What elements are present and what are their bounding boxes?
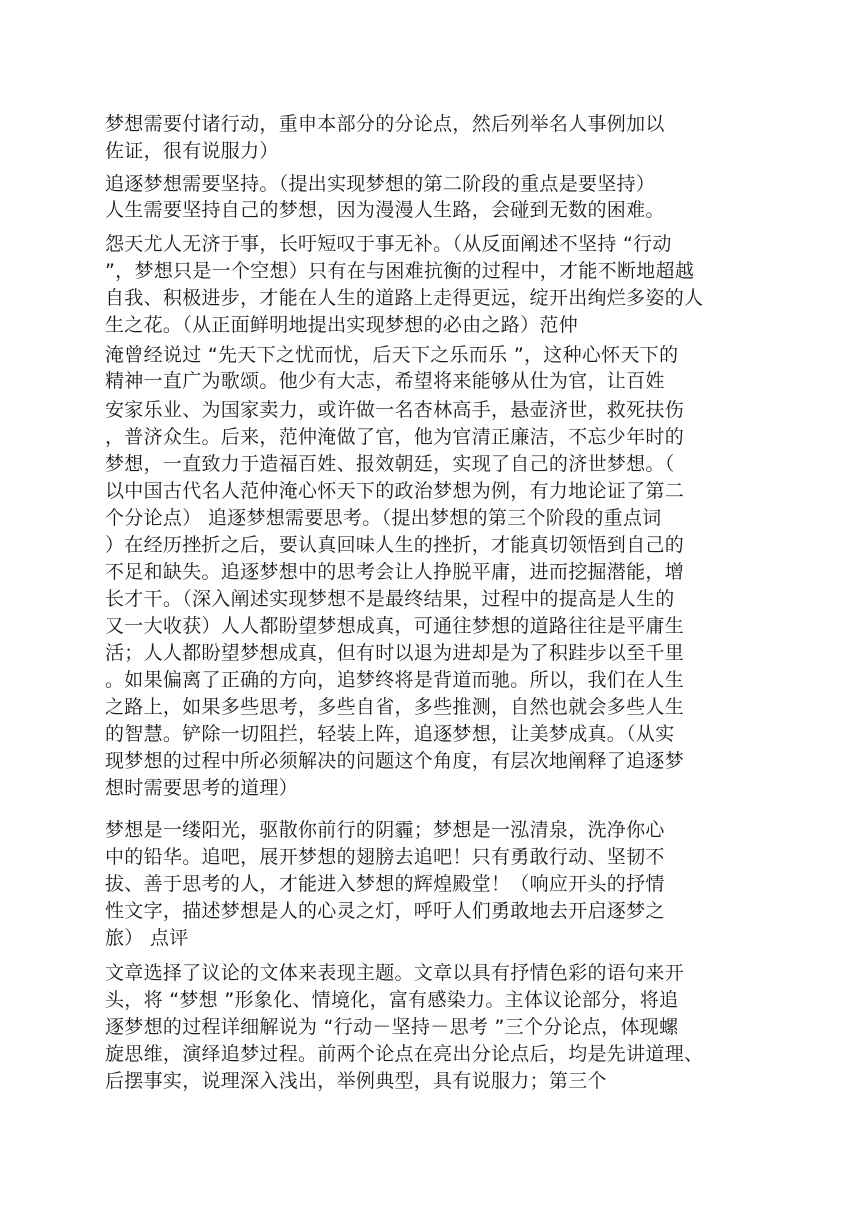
text-line: 安家乐业、为国家卖力，或许做一名杏林高手，悬壶济世，救死扶伤 — [105, 399, 685, 421]
text-line: 梦想需要付诸行动，重申本部分的分论点，然后列举名人事例加以 — [105, 113, 665, 135]
text-line: 人生需要坚持自己的梦想，因为漫漫人生路，会碰到无数的困难。 — [105, 199, 665, 221]
text-line: 的智慧。铲除一切阻拦，轻装上阵，追逐梦想，让美梦成真。（从实 — [105, 723, 675, 745]
text-line: 淹曾经说过 “先天下之忧而忧，后天下之乐而乐 ”，这种心怀天下的 — [105, 344, 679, 366]
text-line: ）在经历挫折之后，要认真回味人生的挫折，才能真切领悟到自己的 — [105, 534, 685, 556]
text-line: 逐梦想的过程详细解说为 “行动－坚持－思考 ”三个分论点，体现螺 — [105, 1016, 679, 1038]
text-line: 又一大收获）人人都盼望梦想成真，可通往梦想的道路往往是平庸生 — [105, 615, 685, 637]
text-line: 活；人人都盼望梦想成真，但有时以退为进却是为了积跬步以至千里 — [105, 642, 685, 664]
text-line: 头，将 “梦想 ”形象化、情境化，富有感染力。主体议论部分，将追 — [105, 989, 679, 1011]
text-line: 追逐梦想需要坚持。（提出实现梦想的第二阶段的重点是要坚持） — [105, 173, 656, 195]
text-line: 以中国古代名人范仲淹心怀天下的政治梦想为例，有力地论证了第二 — [105, 480, 685, 502]
text-line: 旋思维，演绎追梦过程。前两个论点在亮出分论点后，均是先讲道理、 — [105, 1043, 704, 1065]
text-line: 现梦想的过程中所必须解决的问题这个角度，有层次地阐释了追逐梦 — [105, 750, 685, 772]
text-line: 中的铅华。追吧，展开梦想的翅膀去追吧！只有勇敢行动、坚韧不 — [105, 846, 665, 868]
text-line: 佐证，很有说服力） — [105, 140, 279, 162]
text-line: 不足和缺失。追逐梦想中的思考会让人挣脱平庸，进而挖掘潜能，增 — [105, 561, 685, 583]
text-line: 精神一直广为歌颂。他少有大志，希望将来能够从仕为官，让百姓 — [105, 370, 665, 392]
text-line: 梦想，一直致力于造福百姓、报效朝廷，实现了自己的济世梦想。（ — [105, 453, 675, 475]
text-line: 想时需要思考的道理） — [105, 777, 299, 799]
text-line: 自我、积极进步，才能在人生的道路上走得更远，绽开出绚烂多姿的人 — [105, 287, 704, 309]
text-line: 怨天尤人无济于事，长吁短叹于事无补。（从反面阐述不坚持 “行动 — [105, 233, 672, 255]
text-line: 之路上，如果多些思考，多些自省，多些推测，自然也就会多些人生 — [105, 696, 685, 718]
text-line: 。如果偏离了正确的方向，追梦终将是背道而驰。所以，我们在人生 — [105, 669, 685, 691]
text-line: 长才干。（深入阐述实现梦想不是最终结果，过程中的提高是人生的 — [105, 588, 675, 610]
text-line: 旅） 点评 — [105, 927, 189, 949]
text-line: 梦想是一缕阳光，驱散你前行的阴霾；梦想是一泓清泉，洗净你心 — [105, 819, 665, 841]
text-line: 生之花。（从正面鲜明地提出实现梦想的必由之路）范仲 — [105, 314, 579, 336]
text-line: ”，梦想只是一个空想）只有在与困难抗衡的过程中，才能不断地超越 — [105, 260, 695, 282]
text-line: 文章选择了议论的文体来表现主题。文章以具有抒情色彩的语句来开 — [105, 962, 685, 984]
text-line: 性文字，描述梦想是人的心灵之灯，呼吁人们勇敢地去开启逐梦之 — [105, 900, 665, 922]
text-line: 后摆事实，说理深入浅出，举例典型，具有说服力；第三个 — [105, 1070, 607, 1092]
text-line: ，普济众生。后来，范仲淹做了官，他为官清正廉洁，不忘少年时的 — [105, 426, 685, 448]
text-line: 个分论点） 追逐梦想需要思考。（提出梦想的第三个阶段的重点词 — [105, 507, 662, 529]
text-line: 拔、善于思考的人，才能进入梦想的辉煌殿堂！（响应开头的抒情 — [105, 873, 665, 895]
